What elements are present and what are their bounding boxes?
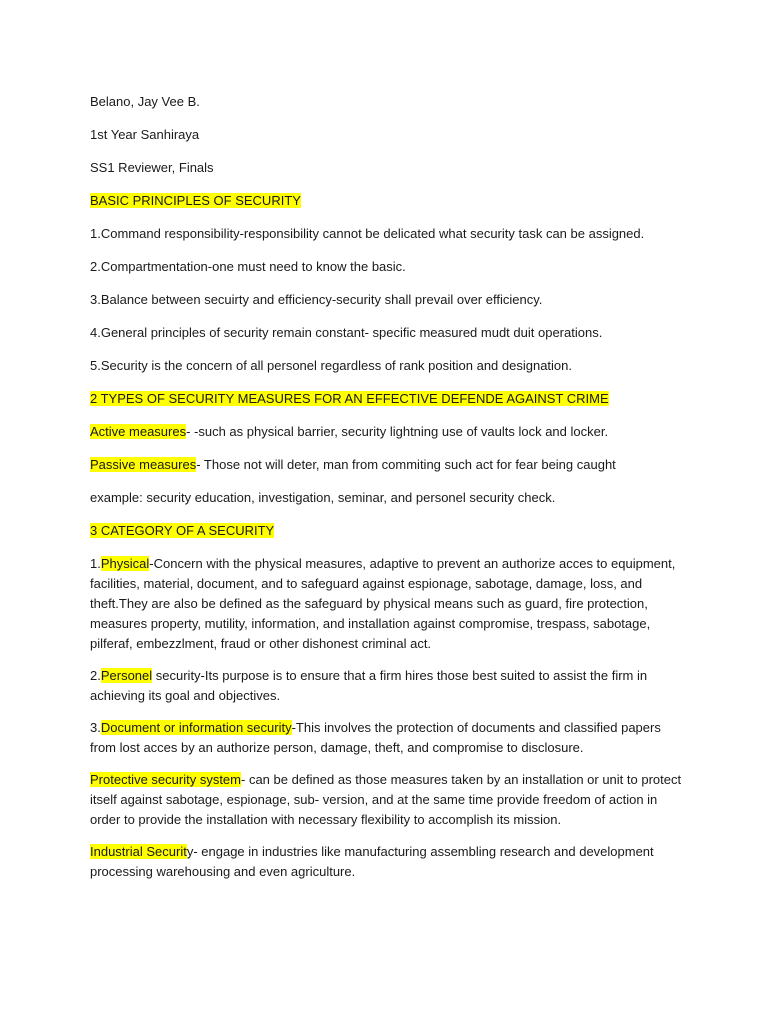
document-text: -This involves the protection of documents and classified papers from lost acces by an authorize person, damage, theft, and compromise to disclosure. — [90, 720, 661, 755]
principle-item-2: 2.Compartmentation-one must need to know the basic. — [90, 259, 406, 274]
industrial-text: y- engage in industries like manufacturing assembling research and development processing warehousing and even agriculture. — [90, 844, 654, 879]
section-heading-security-measures — [90, 389, 686, 409]
principle-item-3: 3.Balance between secuirty and efficiency-security shall prevail over efficiency. — [90, 292, 543, 307]
personel-text: security-Its purpose is to ensure that a firm hires those best suited to assist the firm in achieving its goal and objectives. — [90, 668, 648, 703]
section-heading-basic-principles — [90, 191, 686, 211]
personel-prefix: 2. — [90, 668, 101, 683]
example-paragraph: example: security education, investigation, seminar, and personel security check. — [90, 490, 556, 505]
principle-item-4: 4.General principles of security remain constant- specific measured mudt duit operations. — [90, 325, 603, 340]
physical-term: Physical — [100, 556, 150, 571]
document-term: Document or information security — [100, 720, 292, 735]
highlight-heading: 2 TYPES OF SECURITY MEASURES FOR AN EFFECTIVE DEFENDE AGAINST CRIME — [90, 391, 609, 406]
document-subject: SS1 Reviewer, Finals — [90, 160, 214, 175]
physical-prefix: 1. — [90, 556, 101, 571]
physical-text: -Concern with the physical measures, adaptive to prevent an authorize acces to equipment, facilities, material, document, and to safeguard against espionage, sabotage, damage, loss, and theft.They are also be defined as the safeguard by physical means such as guard, fire protection, measures property, mutility, information, and installation against compromise, trespass, sabotage, pilferaf, embezzlment, fraud or other dishonest criminal act. — [90, 556, 676, 651]
protective-term: Protective security system — [90, 772, 241, 787]
active-measures-term: Active measures — [90, 424, 187, 439]
principle-item-1: 1.Command responsibility-responsibility cannot be delicated what security task can be assigned. — [90, 226, 645, 241]
industrial-security-paragraph — [90, 842, 686, 882]
personel-term: Personel — [100, 668, 153, 683]
protective-text: - can be defined as those measures taken by an installation or unit to protect itself against sabotage, espionage, sub- version, and at the same time provide freedom of action in order to provide the installation with necessary flexibility to accomplish its mission. — [90, 772, 682, 827]
student-year: 1st Year Sanhiraya — [90, 127, 200, 142]
active-measures-text: - -such as physical barrier, security lightning use of vaults lock and locker. — [186, 424, 609, 439]
personel-security-paragraph — [90, 666, 686, 706]
highlight-heading: BASIC PRINCIPLES OF SECURITY — [90, 193, 301, 208]
industrial-term: Industrial Securit — [90, 844, 187, 859]
passive-measures-term: Passive measures — [90, 457, 197, 472]
document-security-paragraph — [90, 718, 686, 758]
physical-security-paragraph — [90, 554, 686, 654]
highlight-heading: 3 CATEGORY OF A SECURITY — [90, 523, 275, 538]
author-name: Belano, Jay Vee B. — [90, 94, 200, 109]
document-prefix: 3. — [90, 720, 101, 735]
passive-measures-text: - Those not will deter, man from commiting such act for fear being caught — [196, 457, 616, 472]
protective-security-paragraph — [90, 770, 686, 830]
document-page — [90, 92, 686, 894]
principle-item-5: 5.Security is the concern of all personel regardless of rank position and designation. — [90, 358, 573, 373]
active-measures-paragraph — [90, 422, 686, 442]
section-heading-category — [90, 521, 686, 541]
passive-measures-paragraph — [90, 455, 686, 475]
